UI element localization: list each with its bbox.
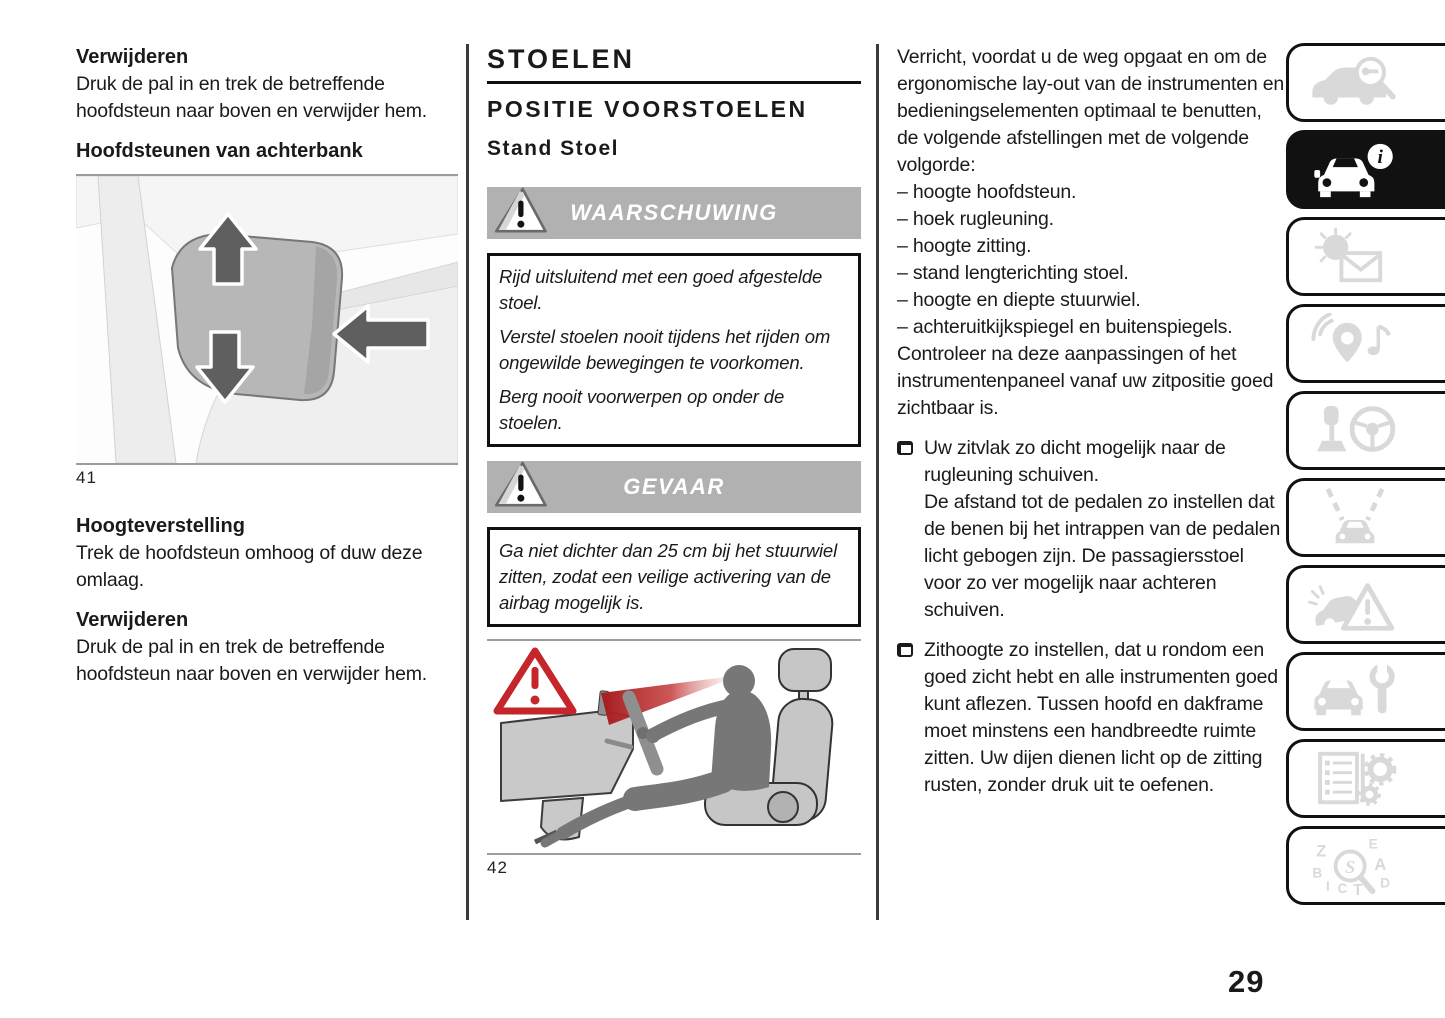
- svg-text:I: I: [1325, 878, 1330, 894]
- title-rule: [487, 81, 861, 84]
- svg-text:Z: Z: [1316, 841, 1327, 860]
- column-divider: [876, 44, 879, 920]
- figure-41: [76, 174, 458, 488]
- section-heading-rear-headrests: Hoofdsteunen van achterbank: [76, 140, 363, 162]
- section-heading-removal: Verwijderen: [76, 46, 189, 68]
- sidebar-tab-car-search[interactable]: [1286, 43, 1445, 122]
- warning-paragraph: Berg nooit voorwerpen op onder de stoelen.: [499, 386, 785, 433]
- sidebar-tab-starting-driving[interactable]: [1286, 391, 1445, 470]
- sidebar-tab-vehicle-info[interactable]: [1286, 130, 1445, 209]
- dash-list-item: – stand lengterichting stoel.: [897, 262, 1129, 284]
- body-paragraph: Verricht, voordat u de weg opgaat en om de ergonomische lay-out van de instrumenten en bedieningselementen optimaal te benutten, de volgende afstellingen met de volgende volgorde:: [897, 46, 1285, 176]
- sidebar-tab-index[interactable]: [1286, 826, 1445, 905]
- body-paragraph: Trek de hoofdsteun omhoog of duw deze omlaag.: [76, 542, 423, 591]
- car-lane-lines-icon: [1305, 487, 1405, 549]
- warning-triangle-icon: [491, 183, 549, 239]
- bulb-envelope-icon: [1305, 226, 1405, 288]
- svg-text:A: A: [1374, 855, 1387, 874]
- svg-text:S: S: [1345, 856, 1356, 877]
- svg-text:i: i: [1377, 146, 1383, 168]
- driver-position-illustration: [487, 641, 861, 853]
- danger-paragraph: Ga niet dichter dan 25 cm bij het stuurwiel zitten, zodat een veilige activering van de airbag mogelijk is.: [499, 540, 838, 613]
- dash-list: [897, 179, 1285, 341]
- dash-list-item: – hoogte zitting.: [897, 235, 1032, 257]
- car-magnifier-icon: [1305, 52, 1405, 114]
- left-column: [76, 44, 458, 688]
- subsection-title: Stand Stoel: [487, 137, 620, 160]
- svg-text:C: C: [1337, 880, 1348, 896]
- figure-rule: [76, 463, 458, 465]
- figure-rule: [487, 853, 861, 855]
- sidebar-tab-maintenance[interactable]: [1286, 652, 1445, 731]
- sidebar-tab-warning-lights[interactable]: [1286, 217, 1445, 296]
- sidebar-tab-emergency[interactable]: [1286, 565, 1445, 644]
- list-item-text: Uw zitvlak zo dicht mogelijk naar de rugleuning schuiven.: [924, 437, 1226, 486]
- column-divider: [466, 44, 469, 920]
- figure-42: [487, 639, 861, 878]
- section-title: POSITIE VOORSTOELEN: [487, 96, 808, 122]
- warning-triangle-icon: [491, 457, 549, 513]
- danger-banner-label: GEVAAR: [623, 474, 725, 499]
- map-pin-music-icon: [1305, 313, 1405, 375]
- svg-text:E: E: [1368, 836, 1378, 852]
- dash-list-item: – hoek rugleuning.: [897, 208, 1054, 230]
- body-paragraph: Druk de pal in en trek de betreffende hoofdsteun naar boven en verwijder hem.: [76, 73, 428, 122]
- list-item-text: De afstand tot de pedalen zo instellen dat de benen bij het intrappen van de pedalen licht gebogen zijn. De passagiersstoel voor zo ver mogelijk naar achteren schuiven.: [924, 491, 1281, 621]
- warning-banner-label: WAARSCHUWING: [570, 200, 778, 225]
- warning-box: [487, 253, 861, 447]
- car-warning-triangle-icon: [1305, 574, 1405, 636]
- sidebar-tab-multimedia-navigation[interactable]: [1286, 304, 1445, 383]
- sidebar-tab-technical-data[interactable]: [1286, 739, 1445, 818]
- body-paragraph: Controleer na deze aanpassingen of het instrumentenpaneel vanaf uw zitpositie goed zichtbaar is.: [897, 343, 1274, 419]
- shadowed-checkbox-icon: [897, 441, 913, 455]
- sidebar-tab-driving-assistance[interactable]: [1286, 478, 1445, 557]
- warning-paragraph: Rijd uitsluitend met een goed afgestelde stoel.: [499, 266, 823, 313]
- chapter-tab-rail: [1286, 43, 1445, 913]
- svg-text:T: T: [1353, 881, 1363, 897]
- dash-list-item: – achteruitkijkspiegel en buitenspiegels.: [897, 316, 1233, 338]
- svg-text:B: B: [1312, 865, 1323, 881]
- car-info-icon: [1305, 139, 1405, 201]
- document-gears-icon: [1305, 748, 1405, 810]
- dash-list-item: – hoogte hoofdsteun.: [897, 181, 1077, 203]
- dash-list-item: – hoogte en diepte stuurwiel.: [897, 289, 1141, 311]
- page-number: 29: [1228, 964, 1265, 999]
- shadowed-checkbox-icon: [897, 643, 913, 657]
- warning-paragraph: Verstel stoelen nooit tijdens het rijden om ongewilde bewegingen te voorkomen.: [499, 326, 831, 373]
- headrest-adjustment-illustration: [76, 176, 458, 463]
- section-heading-height-adjustment: Hoogteverstelling: [76, 515, 245, 537]
- svg-text:D: D: [1380, 874, 1390, 890]
- section-heading-removal-2: Verwijderen: [76, 609, 189, 631]
- letters-magnifier-icon: [1305, 835, 1405, 897]
- warning-banner: [487, 187, 861, 239]
- list-item-text: Zithoogte zo instellen, dat u rondom een goed zicht hebt en alle instrumenten goed kunt aflezen. Tussen hoofd en dakframe moet minstens een handbreedte ruimte zitten. Uw dijen dienen licht op de zitting rusten, zonder druk uit te oefenen.: [924, 639, 1278, 796]
- list-item: [897, 637, 1285, 799]
- danger-banner: [487, 461, 861, 513]
- danger-box: [487, 527, 861, 627]
- car-wrench-icon: [1305, 661, 1405, 723]
- figure-caption: 41: [76, 468, 97, 487]
- middle-column: [487, 44, 861, 878]
- body-paragraph: Druk de pal in en trek de betreffende hoofdsteun naar boven en verwijder hem.: [76, 636, 428, 685]
- figure-caption: 42: [487, 858, 508, 877]
- gearshift-steering-wheel-icon: [1305, 400, 1405, 462]
- right-column: [897, 44, 1285, 799]
- chapter-title: STOELEN: [487, 44, 636, 74]
- list-item: [897, 435, 1285, 624]
